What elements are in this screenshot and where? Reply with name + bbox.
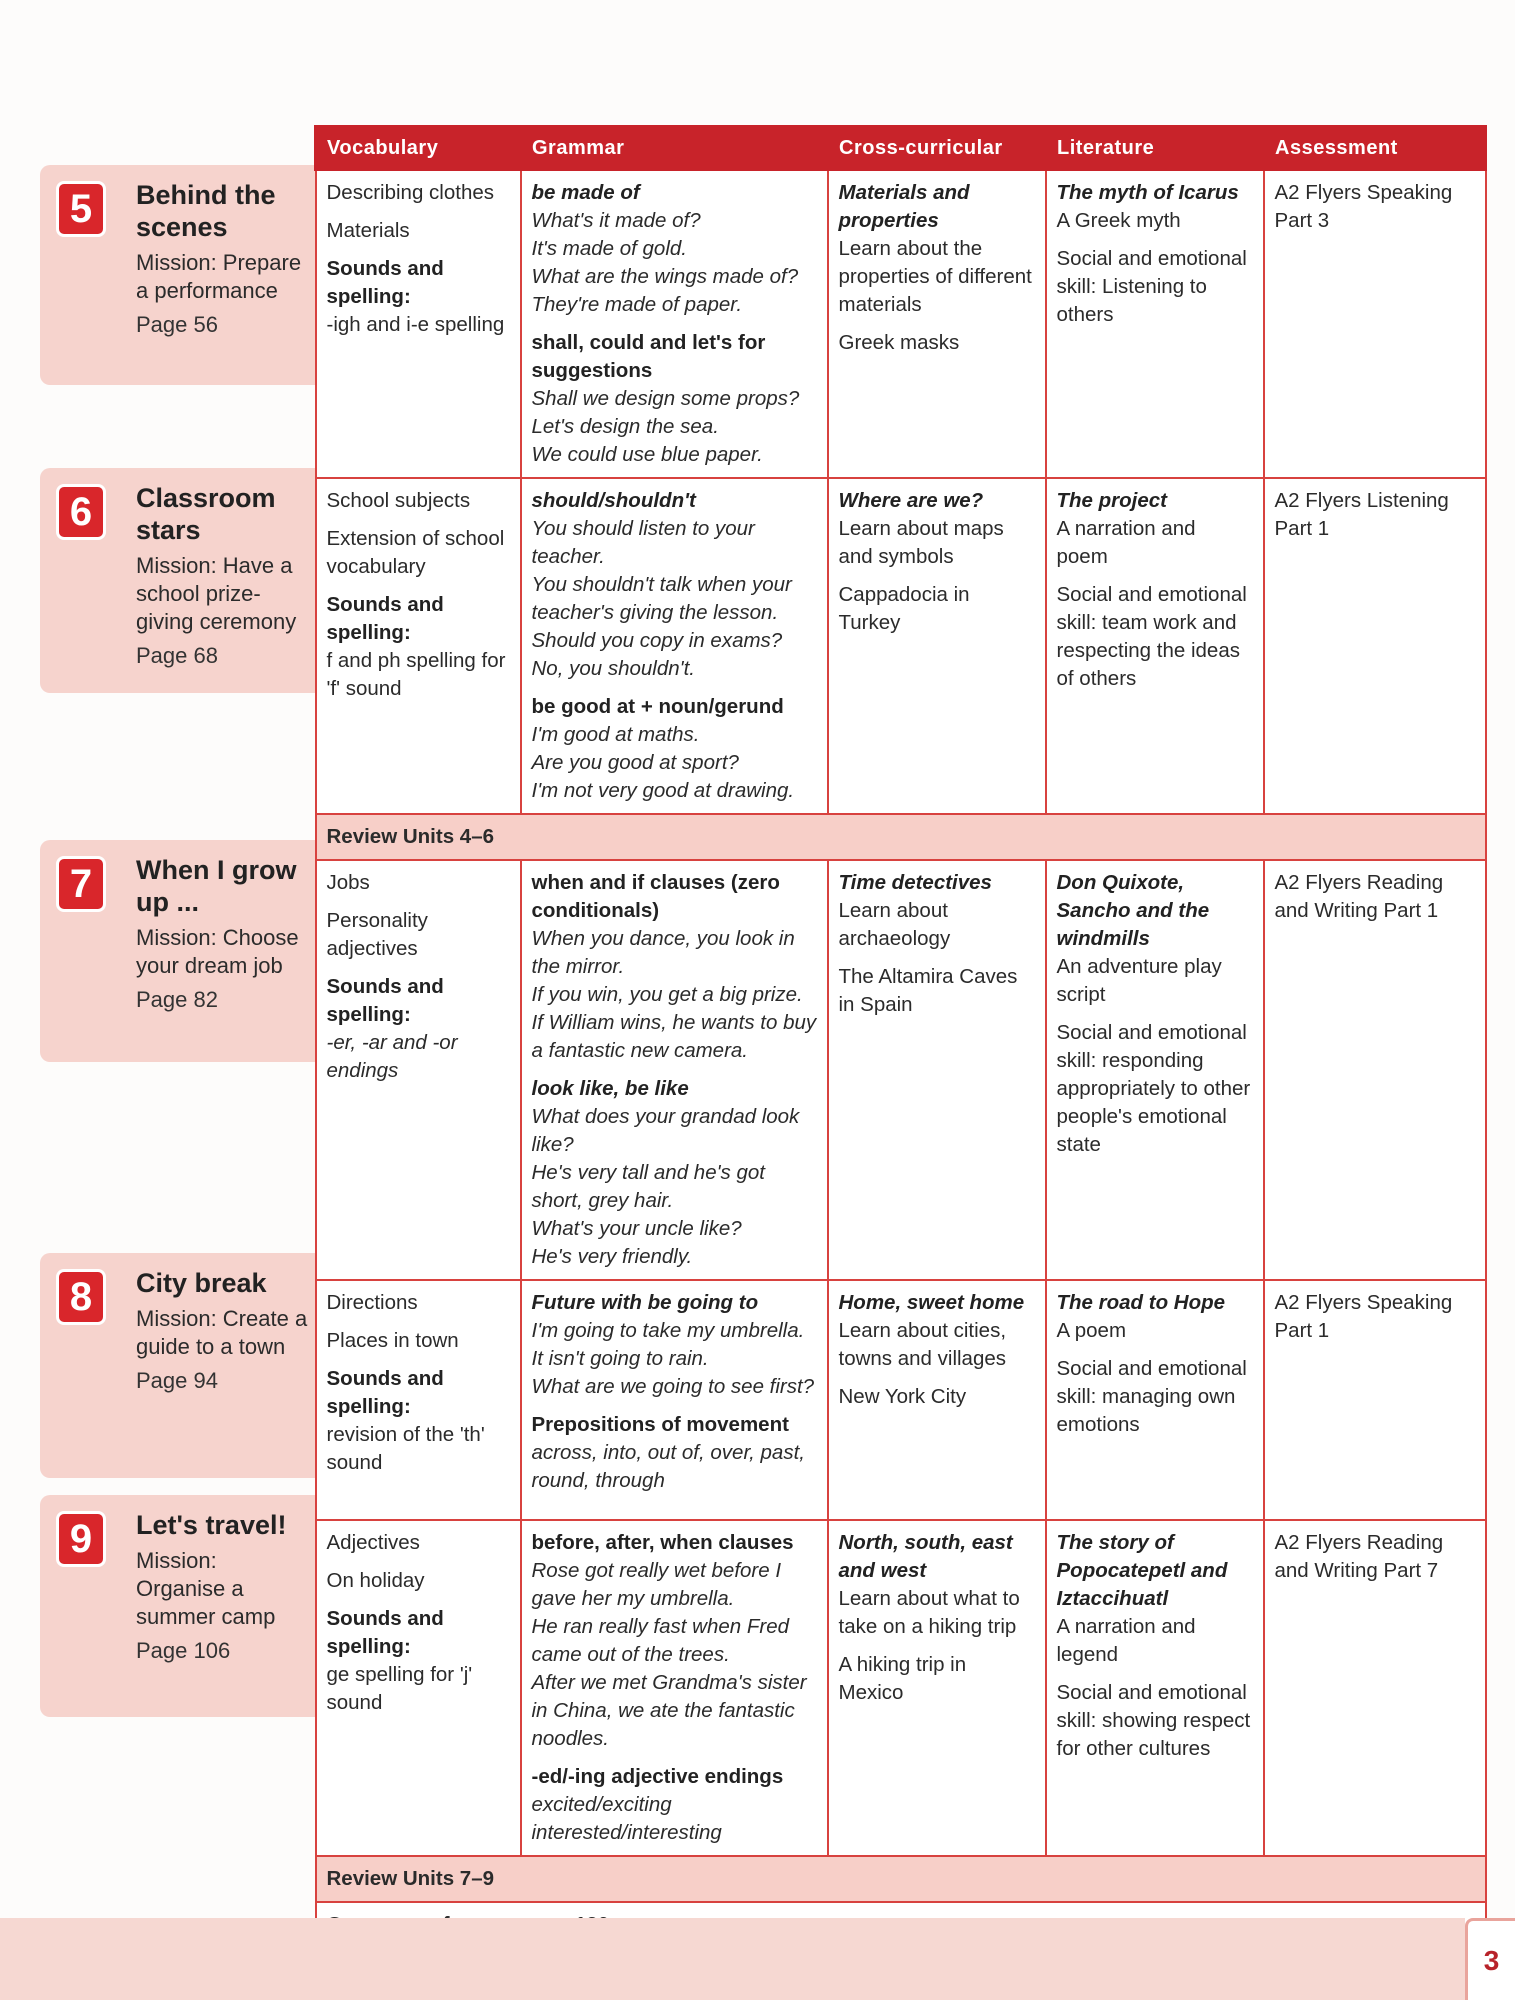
- literature-desc: A Greek myth: [1056, 209, 1181, 232]
- grammar-cell: [521, 170, 828, 479]
- literature-cell: [1046, 170, 1264, 479]
- grammar-block: [532, 1075, 817, 1271]
- unit-page-link[interactable]: Page 56: [136, 312, 218, 337]
- cross-curricular-cell: [828, 1520, 1046, 1856]
- cross-curricular-extra: The Altamira Caves in Spain: [838, 965, 1018, 1016]
- grammar-block: [532, 329, 817, 469]
- literature-cell: [1046, 860, 1264, 1280]
- vocabulary-item: Describing clothes: [326, 181, 494, 204]
- grammar-example: He's very tall and he's got short, grey hair.: [531, 1161, 765, 1212]
- unit-mission: Mission: Have a school prize-giving ceremony: [136, 553, 297, 634]
- unit-tab-6: [40, 468, 315, 693]
- grammar-heading: Future with be going to: [531, 1291, 759, 1314]
- grammar-heading: when and if clauses (zero conditionals): [531, 871, 780, 922]
- assessment-cell: A2 Flyers Reading and Writing Part 1: [1264, 860, 1486, 1280]
- grammar-example: After we met Grandma's sister in China, we ate the fantastic noodles.: [531, 1671, 807, 1750]
- grammar-cell: [521, 1280, 828, 1520]
- literature-cell: [1046, 478, 1264, 814]
- cross-curricular-title: Materials and properties: [838, 181, 970, 232]
- unit-tab-7: [40, 840, 315, 1062]
- vocabulary-item: Materials: [326, 219, 410, 242]
- grammar-example: Are you good at sport?: [531, 751, 739, 774]
- column-header-grammar: Grammar: [521, 127, 828, 170]
- cross-curricular-desc: Learn about cities, towns and villages: [838, 1319, 1007, 1370]
- grammar-example: If you win, you get a big prize.: [531, 983, 803, 1006]
- unit-title: Classroom stars: [136, 483, 276, 545]
- literature-title: The myth of Icarus: [1056, 181, 1239, 204]
- cross-curricular-desc: Learn about what to take on a hiking trip: [838, 1587, 1020, 1638]
- grammar-heading: before, after, when clauses: [531, 1531, 794, 1554]
- cross-curricular-desc: Learn about maps and symbols: [838, 517, 1004, 568]
- unit-page-link[interactable]: Page 68: [136, 643, 218, 668]
- grammar-block: [532, 869, 817, 1065]
- unit-number-badge: 9: [56, 1511, 106, 1567]
- grammar-block: [532, 1763, 817, 1847]
- grammar-example: What's it made of?: [531, 209, 701, 232]
- grammar-block: [532, 693, 817, 805]
- unit-tab-5: [40, 165, 315, 385]
- review-row: [316, 1856, 1486, 1902]
- grammar-block: [532, 1289, 817, 1401]
- unit-title: Let's travel!: [136, 1510, 287, 1540]
- grammar-cell: [521, 478, 828, 814]
- cross-curricular-extra: A hiking trip in Mexico: [838, 1653, 967, 1704]
- grammar-example: Let's design the sea.: [531, 415, 719, 438]
- grammar-example: across, into, out of, over, past, round, through: [531, 1441, 805, 1492]
- grammar-example: What's your uncle like?: [531, 1217, 742, 1240]
- grammar-example: What are we going to see first?: [531, 1375, 815, 1398]
- grammar-cell: [521, 1520, 828, 1856]
- literature-desc: An adventure play script: [1056, 955, 1222, 1006]
- assessment-cell: A2 Flyers Speaking Part 1: [1264, 1280, 1486, 1520]
- grammar-example: If William wins, he wants to buy a fantastic new camera.: [531, 1011, 817, 1062]
- grammar-heading: should/shouldn't: [531, 489, 696, 512]
- column-header-vocabulary: Vocabulary: [316, 127, 521, 170]
- grammar-cell: [521, 860, 828, 1280]
- grammar-block: [532, 487, 817, 683]
- assessment-cell: A2 Flyers Speaking Part 3: [1264, 170, 1486, 479]
- unit-mission: Mission: Organise a summer camp: [136, 1548, 276, 1629]
- grammar-example: I'm going to take my umbrella.: [531, 1319, 805, 1342]
- sounds-spelling-label: Sounds and spelling:: [326, 1367, 444, 1418]
- literature-title: The road to Hope: [1056, 1291, 1226, 1314]
- grammar-example: Shall we design some props?: [531, 387, 800, 410]
- literature-skill: Social and emotional skill: Listening to others: [1056, 247, 1247, 326]
- unit-page-link[interactable]: Page 94: [136, 1368, 218, 1393]
- grammar-example: Rose got really wet before I gave her my umbrella.: [531, 1559, 782, 1610]
- literature-title: Don Quixote, Sancho and the windmills: [1056, 871, 1210, 950]
- unit-number-badge: 5: [56, 181, 106, 237]
- cross-curricular-title: North, south, east and west: [838, 1531, 1013, 1582]
- unit-title: When I grow up ...: [136, 855, 297, 917]
- unit-number-badge: 7: [56, 856, 106, 912]
- review-units-7-9: Review Units 7–9: [316, 1856, 1486, 1902]
- grammar-block: [532, 179, 817, 319]
- grammar-example: Should you copy in exams?: [531, 629, 783, 652]
- table-header-row: [316, 127, 1486, 170]
- vocabulary-cell: [316, 860, 521, 1280]
- sounds-spelling-label: Sounds and spelling:: [326, 1607, 444, 1658]
- grammar-heading: shall, could and let's for suggestions: [531, 331, 766, 382]
- literature-desc: A poem: [1056, 1319, 1127, 1342]
- literature-desc: A narration and poem: [1056, 517, 1196, 568]
- vocabulary-item: Adjectives: [326, 1531, 420, 1554]
- vocabulary-item: Jobs: [326, 871, 370, 894]
- cross-curricular-cell: [828, 478, 1046, 814]
- literature-skill: Social and emotional skill: managing own emotions: [1056, 1357, 1247, 1436]
- vocabulary-cell: [316, 1280, 521, 1520]
- column-header-cross-curricular: Cross-curricular: [828, 127, 1046, 170]
- literature-cell: [1046, 1520, 1264, 1856]
- assessment-cell: A2 Flyers Reading and Writing Part 7: [1264, 1520, 1486, 1856]
- unit-tab-8: [40, 1253, 315, 1478]
- vocabulary-cell: [316, 170, 521, 479]
- literature-skill: Social and emotional skill: responding appropriately to other people's emotional state: [1056, 1021, 1251, 1156]
- cross-curricular-cell: [828, 1280, 1046, 1520]
- vocabulary-item: Directions: [326, 1291, 418, 1314]
- review-row: [316, 814, 1486, 860]
- cross-curricular-desc: Learn about archaeology: [838, 899, 951, 950]
- literature-skill: Social and emotional skill: showing respect for other cultures: [1056, 1681, 1251, 1760]
- grammar-example: What does your grandad look like?: [531, 1105, 800, 1156]
- table-row-unit-5: [316, 170, 1486, 479]
- cross-curricular-extra: Greek masks: [838, 331, 960, 354]
- column-header-literature: Literature: [1046, 127, 1264, 170]
- grammar-example: I'm not very good at drawing.: [531, 779, 795, 802]
- table-row-unit-9: [316, 1520, 1486, 1856]
- literature-skill: Social and emotional skill: team work and respecting the ideas of others: [1056, 583, 1247, 690]
- unit-title: Behind the scenes: [136, 180, 276, 242]
- grammar-block: [532, 1529, 817, 1753]
- sounds-spelling-value: revision of the 'th' sound: [326, 1423, 485, 1474]
- unit-page-link[interactable]: Page 82: [136, 987, 218, 1012]
- sounds-spelling-label: Sounds and spelling:: [326, 975, 444, 1026]
- vocabulary-item: On holiday: [326, 1569, 425, 1592]
- cross-curricular-desc: Learn about the properties of different materials: [838, 237, 1032, 316]
- unit-mission: Mission: Prepare a performance: [136, 250, 302, 303]
- assessment-cell: A2 Flyers Listening Part 1: [1264, 478, 1486, 814]
- sounds-spelling-value: ge spelling for 'j' sound: [326, 1663, 473, 1714]
- literature-cell: [1046, 1280, 1264, 1520]
- vocabulary-item: School subjects: [326, 489, 471, 512]
- grammar-example: excited/exciting: [531, 1793, 672, 1816]
- grammar-heading: be made of: [531, 181, 640, 204]
- grammar-heading: -ed/-ing adjective endings: [531, 1765, 784, 1788]
- sounds-spelling-label: Sounds and spelling:: [326, 593, 444, 644]
- grammar-example: interested/interesting: [531, 1821, 722, 1844]
- table-row-unit-6: [316, 478, 1486, 814]
- sounds-spelling-label: Sounds and spelling:: [326, 257, 444, 308]
- grammar-example: He's very friendly.: [531, 1245, 693, 1268]
- literature-title: The project: [1056, 489, 1167, 512]
- grammar-example: We could use blue paper.: [531, 443, 763, 466]
- sounds-spelling-value: f and ph spelling for 'f' sound: [326, 649, 506, 700]
- page-number: 3: [1465, 1918, 1515, 2000]
- unit-mission: Mission: Create a guide to a town: [136, 1306, 308, 1359]
- grammar-example: When you dance, you look in the mirror.: [531, 927, 795, 978]
- table-row-unit-7: [316, 860, 1486, 1280]
- cross-curricular-title: Where are we?: [838, 489, 984, 512]
- grammar-example: You shouldn't talk when your teacher's giving the lesson.: [531, 573, 792, 624]
- column-header-assessment: Assessment: [1264, 127, 1486, 170]
- cross-curricular-extra: Cappadocia in Turkey: [838, 583, 970, 634]
- grammar-example: No, you shouldn't.: [531, 657, 695, 680]
- cross-curricular-title: Home, sweet home: [838, 1291, 1025, 1314]
- literature-desc: A narration and legend: [1056, 1615, 1196, 1666]
- grammar-block: [532, 1411, 817, 1495]
- vocabulary-cell: [316, 478, 521, 814]
- sounds-spelling-value: -igh and i-e spelling: [326, 313, 505, 336]
- unit-title: City break: [136, 1268, 267, 1298]
- footer-band: [0, 1918, 1465, 2000]
- grammar-example: I'm good at maths.: [531, 723, 700, 746]
- table-row-unit-8: [316, 1280, 1486, 1520]
- vocabulary-item: Personality adjectives: [326, 909, 428, 960]
- cross-curricular-cell: [828, 860, 1046, 1280]
- vocabulary-item: Places in town: [326, 1329, 459, 1352]
- grammar-heading: Prepositions of movement: [531, 1413, 789, 1436]
- unit-mission: Mission: Choose your dream job: [136, 925, 299, 978]
- cross-curricular-title: Time detectives: [838, 871, 992, 894]
- grammar-heading: look like, be like: [531, 1077, 689, 1100]
- sounds-spelling-value: -er, -ar and -or endings: [326, 1031, 458, 1082]
- vocabulary-item: Extension of school vocabulary: [326, 527, 505, 578]
- unit-tab-9: [40, 1495, 315, 1717]
- unit-number-badge: 8: [56, 1269, 106, 1325]
- grammar-example: It isn't going to rain.: [531, 1347, 709, 1370]
- literature-title: The story of Popocatepetl and Iztaccihuatl: [1056, 1531, 1228, 1610]
- grammar-example: It's made of gold.: [531, 237, 687, 260]
- grammar-example: What are the wings made of?: [531, 265, 799, 288]
- unit-page-link[interactable]: Page 106: [136, 1638, 231, 1663]
- grammar-example: They're made of paper.: [531, 293, 743, 316]
- cross-curricular-extra: New York City: [838, 1385, 967, 1408]
- grammar-example: He ran really fast when Fred came out of the trees.: [531, 1615, 790, 1666]
- vocabulary-cell: [316, 1520, 521, 1856]
- unit-number-badge: 6: [56, 484, 106, 540]
- review-units-4-6: Review Units 4–6: [316, 814, 1486, 860]
- syllabus-table: [314, 125, 1487, 1949]
- grammar-example: You should listen to your teacher.: [531, 517, 755, 568]
- cross-curricular-cell: [828, 170, 1046, 479]
- grammar-heading: be good at + noun/gerund: [531, 695, 784, 718]
